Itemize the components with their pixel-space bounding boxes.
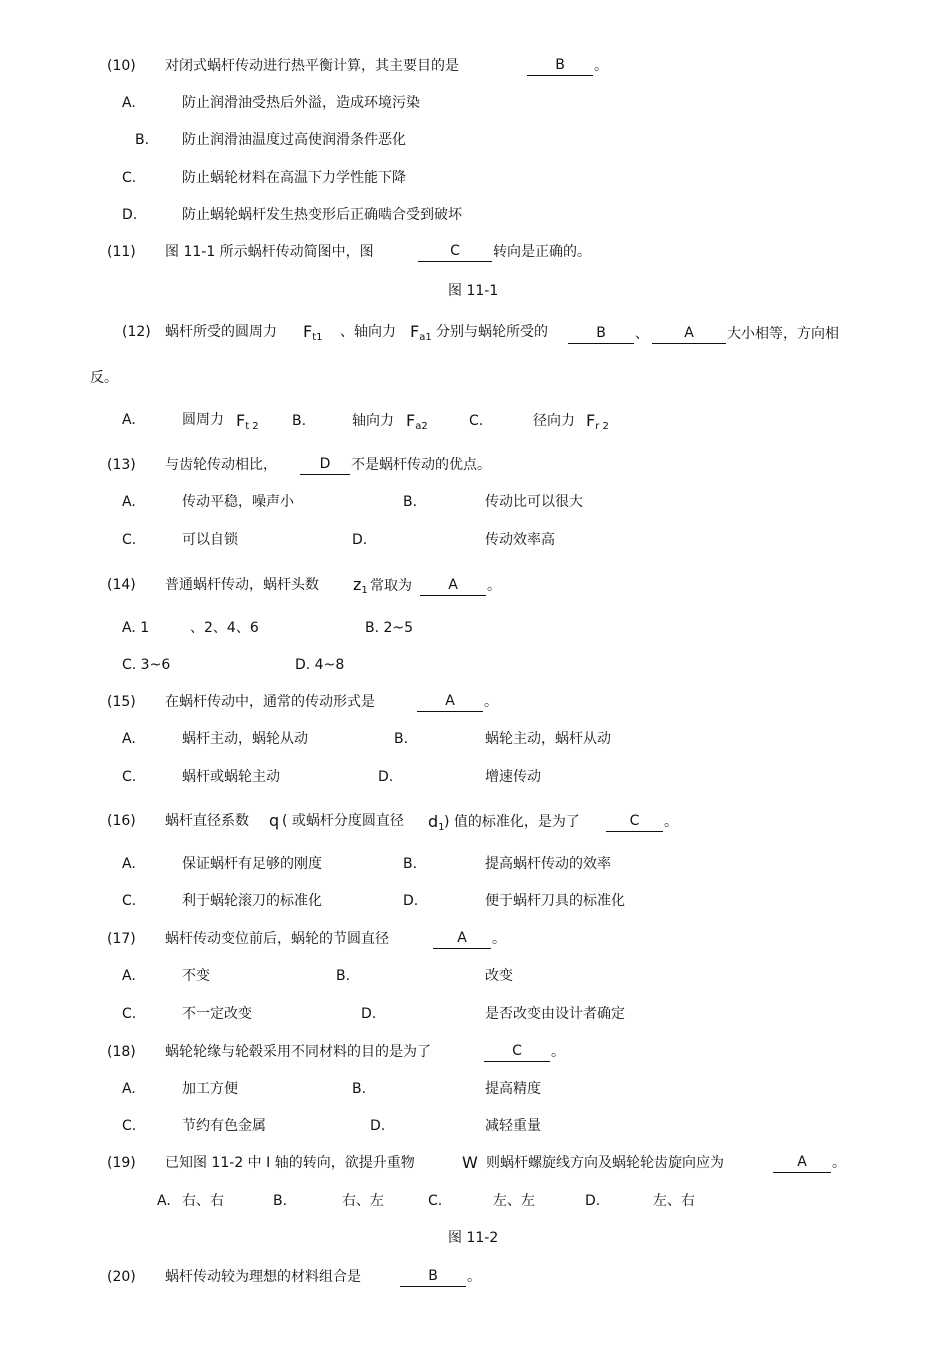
q18-option-d-text: 减轻重量 [485,1118,541,1134]
q16-option-a-label: A. [122,856,136,872]
q12-option-a-label: A. [122,412,136,428]
q19-answer-blank: A [773,1154,831,1173]
q18-option-b-text: 提高精度 [485,1081,541,1097]
q15-option-c-label: C. [122,769,137,785]
q16-option-b-text: 提高蜗杆传动的效率 [485,856,611,872]
q18-number: (18) [107,1044,136,1060]
q15-option-b-text: 蜗轮主动，蜗杆从动 [485,731,611,747]
q11-stem: 图 11-1 所示蜗杆传动简图中，图 [165,244,374,260]
q13-option-a-label: A. [122,494,136,510]
q18-option-c-text: 节约有色金属 [182,1118,266,1134]
q14-option-a-text: A. 1 [122,620,150,636]
q15-option-d-label: D. [378,769,394,785]
q18-option-a-text: 加工方便 [182,1081,238,1097]
q14-stem-part2: 常取为 [370,578,412,594]
q13-option-c-label: C. [122,532,137,548]
q14-symbol-z1: $z_1$ [353,575,368,596]
q12-option-a-symbol: $F_{t 2}$ [236,411,259,432]
q18-option-c-label: C. [122,1118,137,1134]
q10-answer-blank: B [527,57,593,76]
q14-option-c-text: C. 3~6 [122,657,171,673]
q12-answer-blank-1: B [568,325,634,344]
q20-answer-blank: B [400,1268,466,1287]
q15-option-c-text: 蜗杆或蜗轮主动 [182,769,280,785]
q10-option-a-text: 防止润滑油受热后外溢，造成环境污染 [182,95,420,111]
q17-end: 。 [492,931,506,947]
q11-answer-blank: C [418,243,492,262]
q10-end: 。 [594,58,608,74]
q18-option-a-label: A. [122,1081,136,1097]
q15-stem: 在蜗杆传动中，通常的传动形式是 [165,694,375,710]
q19-option-c-label: C. [428,1193,443,1209]
q12-stem-part3: 分别与蜗轮所受的 [436,324,548,340]
q16-option-d-text: 便于蜗杆刀具的标准化 [485,893,625,909]
q13-answer-blank: D [300,456,350,475]
q18-end: 。 [551,1044,565,1060]
q16-stem-part2: ( 或蜗杆分度圆直径 [282,813,404,829]
q19-option-a-label: A. [157,1193,171,1209]
q10-option-b-text: 防止润滑油温度过高使润滑条件恶化 [182,132,406,148]
q13-option-b-text: 传动比可以很大 [485,494,583,510]
q15-option-d-text: 增速传动 [485,769,541,785]
q12-number: (12) [122,324,151,340]
q15-option-a-text: 蜗杆主动，蜗轮从动 [182,731,308,747]
q12-tail: 大小相等，方向相 [727,326,839,342]
q16-option-a-text: 保证蜗杆有足够的刚度 [182,856,322,872]
q12-option-b-symbol: $F_{a2}$ [406,411,428,432]
q13-number: (13) [107,457,136,473]
q19-option-c-text: 左、左 [493,1193,535,1209]
q17-stem: 蜗杆传动变位前后，蜗轮的节圆直径 [165,931,389,947]
q16-symbol-q: q [269,811,280,830]
q14-end: 。 [487,578,501,594]
q17-number: (17) [107,931,136,947]
q10-option-d-label: D. [122,207,138,223]
figure-11-1-caption: 图 11-1 [448,283,499,299]
q13-option-a-text: 传动平稳，噪声小 [182,494,294,510]
q13-stem: 与齿轮传动相比， [165,457,277,473]
q19-number: (19) [107,1155,136,1171]
q16-stem-part1: 蜗杆直径系数 [165,813,249,829]
q16-end: 。 [664,814,678,830]
q14-option-a-text-cont: 、2、4、6 [190,620,259,636]
q12-option-c-label: C. [469,413,484,429]
q16-symbol-d1: $d_1$ [428,812,445,833]
q17-option-c-label: C. [122,1006,137,1022]
q10-option-c-label: C. [122,170,137,186]
q16-stem-part3: ) 值的标准化，是为了 [444,814,580,830]
q11-tail: 转向是正确的。 [493,244,591,260]
q18-option-b-label: B. [352,1081,367,1097]
q19-option-d-text: 左、右 [653,1193,695,1209]
q15-end: 。 [484,694,498,710]
q13-option-c-text: 可以自锁 [182,532,238,548]
q19-stem-part1: 已知图 11-2 中 I 轴的转向，欲提升重物 [165,1155,415,1171]
q16-number: (16) [107,813,136,829]
q10-number: (10) [107,58,136,74]
q19-symbol-w: W [462,1153,478,1172]
q13-option-d-text: 传动效率高 [485,532,555,548]
q12-force-fa1: $F_{a1}$ [410,322,432,343]
q17-option-a-label: A. [122,968,136,984]
q12-force-ft1: $F_{t1}$ [303,322,323,343]
q12-option-b-text: 轴向力 [352,413,394,429]
q17-answer-blank: A [433,930,491,949]
q15-option-a-label: A. [122,731,136,747]
q10-stem: 对闭式蜗杆传动进行热平衡计算，其主要目的是 [165,58,459,74]
q18-stem: 蜗轮轮缘与轮毂采用不同材料的目的是为了 [165,1044,431,1060]
q19-stem-part2: 则蜗杆螺旋线方向及蜗轮轮齿旋向应为 [486,1155,724,1171]
q13-option-b-label: B. [403,494,418,510]
q19-option-a-text: 右、右 [182,1193,224,1209]
q16-option-b-label: B. [403,856,418,872]
q17-option-c-text: 不一定改变 [182,1006,252,1022]
q17-option-b-text: 改变 [485,968,513,984]
q12-continuation: 反。 [90,370,118,386]
q13-option-d-label: D. [352,532,368,548]
q10-option-d-text: 防止蜗轮蜗杆发生热变形后正确啮合受到破坏 [182,207,462,223]
q16-option-c-text: 利于蜗轮滚刀的标准化 [182,893,322,909]
q12-separator: 、 [635,326,649,342]
q17-option-b-label: B. [336,968,351,984]
q10-option-b-label: B. [135,132,150,148]
figure-11-2-caption: 图 11-2 [448,1230,499,1246]
q11-number: (11) [107,244,136,260]
q20-end: 。 [467,1269,481,1285]
q12-stem-part2: 、轴向力 [340,324,396,340]
q15-answer-blank: A [417,693,483,712]
q12-stem-part1: 蜗杆所受的圆周力 [165,324,277,340]
q18-answer-blank: C [484,1043,550,1062]
q12-option-c-symbol: $F_{r 2}$ [586,411,609,432]
q20-stem: 蜗杆传动较为理想的材料组合是 [165,1269,361,1285]
q14-answer-blank: A [420,577,486,596]
q16-option-d-label: D. [403,893,419,909]
q14-option-d-text: D. 4~8 [295,657,345,673]
q16-answer-blank: C [606,813,663,832]
q15-number: (15) [107,694,136,710]
q20-number: (20) [107,1269,136,1285]
q16-option-c-label: C. [122,893,137,909]
q13-tail: 不是蜗杆传动的优点。 [351,457,491,473]
q12-option-a-text: 圆周力 [182,412,224,428]
q12-option-b-label: B. [292,413,307,429]
q14-stem: 普通蜗杆传动，蜗杆头数 [165,577,319,593]
q12-option-c-text: 径向力 [533,413,575,429]
q19-option-b-label: B. [273,1193,288,1209]
q10-option-c-text: 防止蜗轮材料在高温下力学性能下降 [182,170,406,186]
q18-option-d-label: D. [370,1118,386,1134]
q14-option-b-text: B. 2~5 [365,620,414,636]
q19-option-d-label: D. [585,1193,601,1209]
q12-answer-blank-2: A [652,325,726,344]
q19-end: 。 [832,1155,846,1171]
q15-option-b-label: B. [394,731,409,747]
q19-option-b-text: 右、左 [342,1193,384,1209]
q14-number: (14) [107,577,136,593]
q17-option-a-text: 不变 [182,968,210,984]
q17-option-d-label: D. [361,1006,377,1022]
q17-option-d-text: 是否改变由设计者确定 [485,1006,625,1022]
q10-option-a-label: A. [122,95,136,111]
